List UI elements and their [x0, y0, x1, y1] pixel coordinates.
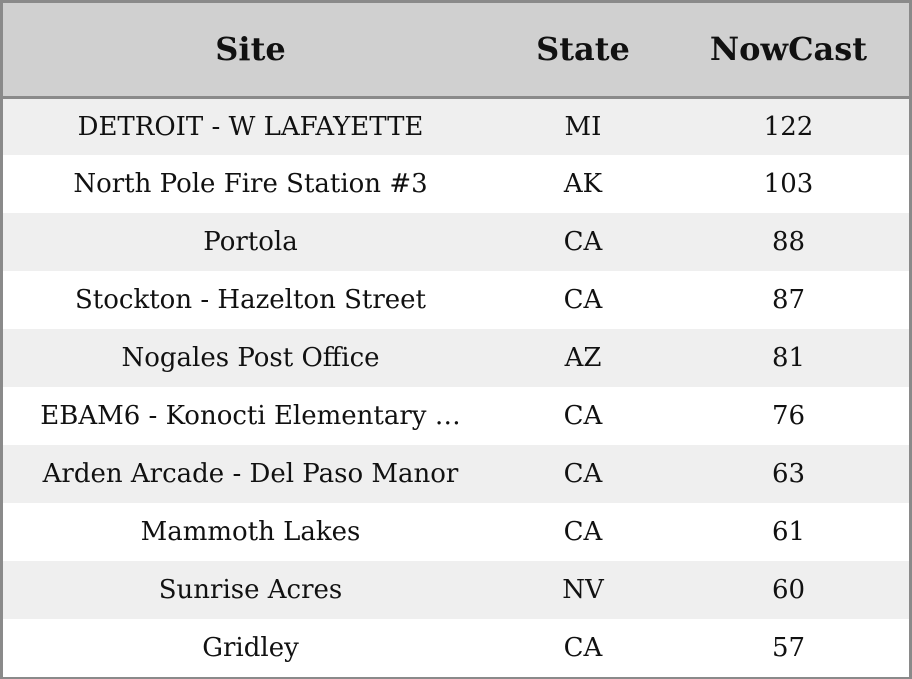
cell-site: Arden Arcade - Del Paso Manor	[42, 459, 459, 489]
cell-nowcast: 87	[771, 285, 806, 315]
table-row	[3, 387, 909, 445]
cell-state: CA	[563, 517, 603, 547]
cell-state: CA	[563, 227, 603, 257]
table-row	[3, 213, 909, 271]
table-row	[3, 155, 909, 213]
cell-site: Mammoth Lakes	[140, 517, 361, 547]
table-row	[3, 97, 909, 155]
cell-nowcast: 57	[771, 633, 806, 663]
column-header-site[interactable]: Site	[3, 3, 498, 97]
cell-state: CA	[563, 401, 603, 431]
table-row	[3, 329, 909, 387]
cell-state: CA	[563, 285, 603, 315]
cell-nowcast: 60	[771, 575, 806, 605]
cell-state: AK	[563, 169, 603, 199]
cell-site: DETROIT - W LAFAYETTE	[77, 111, 424, 142]
cell-site: Gridley	[202, 633, 299, 663]
cell-site: Stockton - Hazelton Street	[75, 285, 426, 315]
cell-site: Nogales Post Office	[121, 343, 380, 373]
column-header-nowcast[interactable]: NowCast	[668, 3, 909, 97]
cell-state: NV	[562, 575, 604, 605]
table-row	[3, 561, 909, 619]
cell-site: EBAM6 - Konocti Elementary …	[40, 401, 461, 431]
cell-site: North Pole Fire Station #3	[73, 169, 428, 199]
table-header-row	[3, 3, 909, 97]
column-header-state[interactable]: State	[498, 3, 668, 97]
cell-nowcast: 76	[771, 401, 806, 431]
table-row	[3, 271, 909, 329]
table-row	[3, 503, 909, 561]
cell-state: AZ	[564, 343, 602, 373]
nowcast-table	[3, 3, 909, 677]
table-row	[3, 445, 909, 503]
cell-site: Portola	[203, 227, 298, 257]
cell-nowcast: 63	[771, 459, 806, 489]
cell-nowcast: 122	[763, 111, 814, 142]
cell-state: CA	[563, 459, 603, 489]
cell-state: MI	[564, 111, 602, 142]
cell-nowcast: 88	[771, 227, 806, 257]
cell-nowcast: 103	[763, 169, 814, 199]
cell-site: Sunrise Acres	[158, 575, 343, 605]
cell-nowcast: 61	[771, 517, 806, 547]
cell-state: CA	[563, 633, 603, 663]
cell-nowcast: 81	[771, 343, 806, 373]
table-row	[3, 619, 909, 677]
